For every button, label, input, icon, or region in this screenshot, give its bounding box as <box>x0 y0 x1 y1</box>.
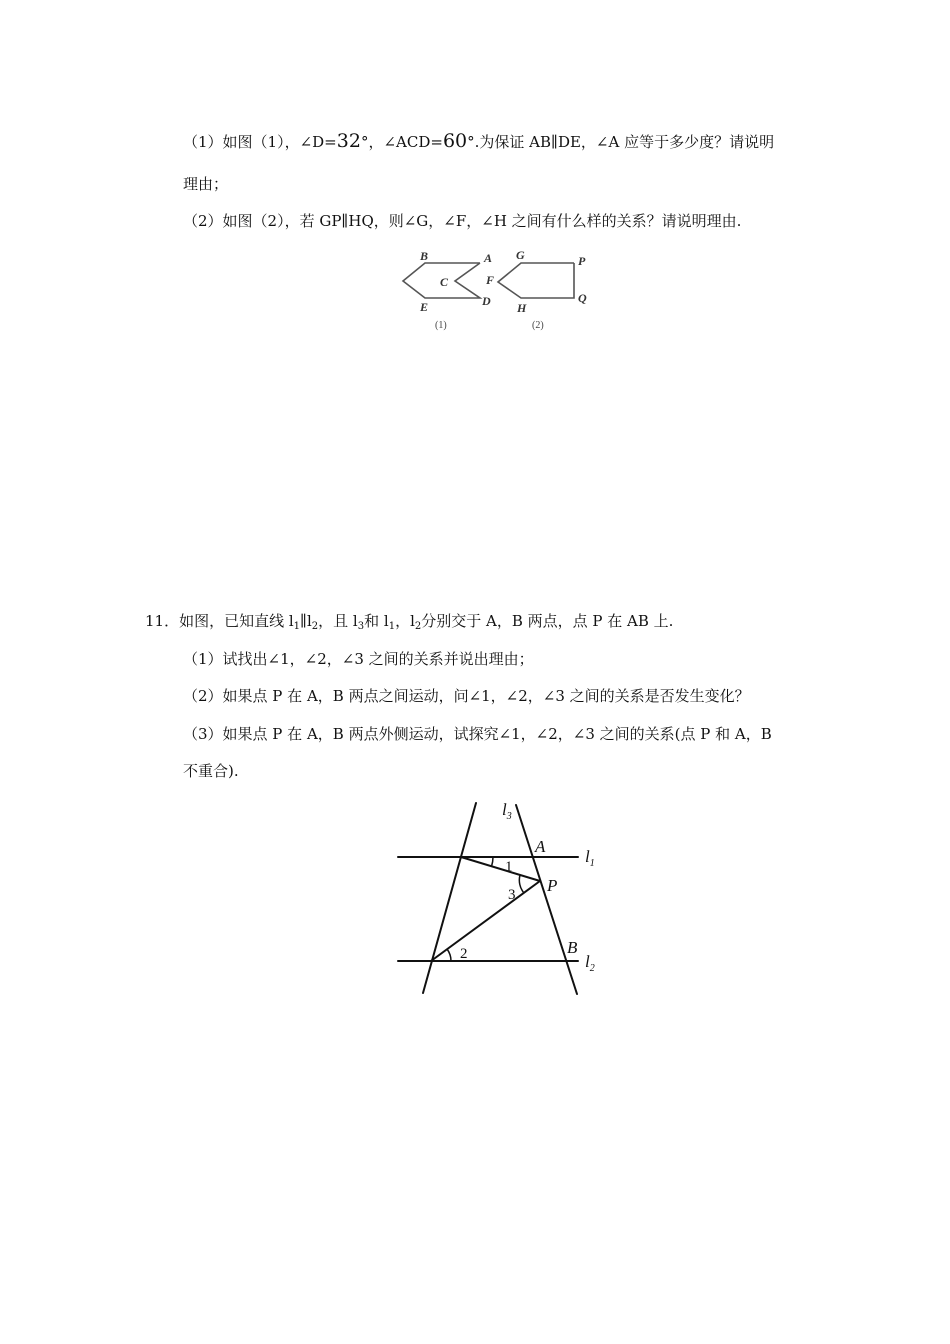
p11-stem-t2: ∥l <box>300 612 312 630</box>
fig1-label-e: E <box>420 300 429 314</box>
fig1-shape <box>403 263 480 298</box>
angle2-arc <box>447 949 451 961</box>
p11-stem-s2: 2 <box>311 621 319 632</box>
p11-stem-s5: 2 <box>414 621 422 632</box>
angle-d-value: 32 <box>336 130 361 152</box>
label-p: P <box>547 876 558 895</box>
p11-number: 11． <box>145 612 180 630</box>
p11-stem-s4: 1 <box>388 621 396 632</box>
segment-p-upper <box>461 857 540 881</box>
p11-q3-continuation: 不重合). <box>183 762 239 780</box>
p11-q1: （1）试找出∠1，∠2，∠3 之间的关系并说出理由； <box>183 650 534 668</box>
label-b: B <box>567 938 578 957</box>
label-l1: $l_1$ <box>585 847 595 869</box>
p11-stem <box>145 611 673 631</box>
p10-part1-deg1: °，∠ACD= <box>360 133 443 151</box>
left-transversal <box>423 803 476 993</box>
p10-part1-suffix: °.为保证 AB∥DE，∠A 应等于多少度？请说明 <box>467 133 775 151</box>
p11-stem-t3: ，且 l <box>318 612 358 630</box>
p10-part2: （2）如图（2），若 GP∥HQ，则∠G，∠F，∠H 之间有什么样的关系？请说明理由. <box>183 212 742 230</box>
line-l3 <box>516 805 577 994</box>
fig2-label-q: Q <box>578 291 587 305</box>
p11-stem-t4: 和 l <box>364 612 389 630</box>
fig1-label-b: B <box>420 249 429 263</box>
p10-part1 <box>183 131 774 152</box>
angle-acd-value: 60 <box>442 130 468 152</box>
fig2-shape <box>498 263 574 298</box>
fig1-label-c: C <box>440 275 449 289</box>
label-angle3: 3 <box>508 887 516 903</box>
label-l3: $l_3$ <box>502 800 512 822</box>
p10-part1-continuation: 理由； <box>183 175 229 193</box>
fig1-caption: (1) <box>435 320 447 331</box>
p11-stem-t6: 分别交于 A，B 两点，点 P 在 AB 上. <box>421 612 674 630</box>
label-angle1: 1 <box>505 859 513 875</box>
p11-stem-s3: 3 <box>357 621 365 632</box>
fig2-label-h: H <box>517 301 527 315</box>
fig2-label-p: P <box>578 254 586 268</box>
p10-part1-prefix: （1）如图（1），∠D= <box>183 133 337 151</box>
fig2-caption: (2) <box>532 320 544 331</box>
p11-stem-t1: 如图，已知直线 l <box>179 612 294 630</box>
fig1-label-a: A <box>484 251 493 265</box>
angle1-arc <box>492 857 494 867</box>
fig2-label-g: G <box>516 248 525 262</box>
p11-q2: （2）如果点 P 在 A，B 两点之间运动，问∠1，∠2，∠3 之间的关系是否发生变化？ <box>183 687 750 705</box>
segment-p-lower <box>431 881 540 961</box>
angle3-arc <box>519 875 524 893</box>
fig2-label-f: F <box>486 273 495 287</box>
label-a: A <box>535 837 546 856</box>
p11-q3: （3）如果点 P 在 A，B 两点外侧运动，试探究∠1，∠2，∠3 之间的关系(点 P 和 A，B <box>183 725 772 743</box>
label-angle2: 2 <box>460 946 468 962</box>
label-l2: $l_2$ <box>585 952 595 974</box>
fig1-label-d: D <box>482 294 491 308</box>
p11-stem-s1: 1 <box>293 621 301 632</box>
p11-stem-t5: ，l <box>395 612 415 630</box>
